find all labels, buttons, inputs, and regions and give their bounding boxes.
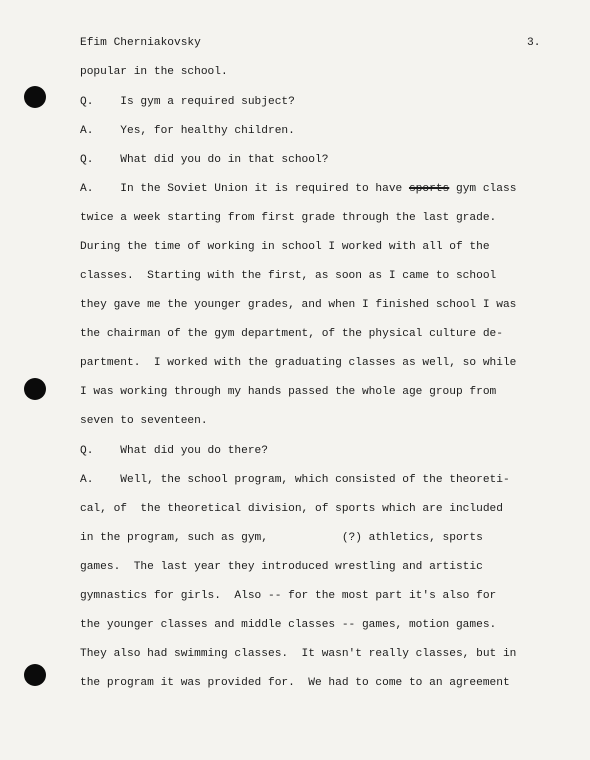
text-line: they gave me the younger grades, and when I finished school I was: [80, 299, 517, 311]
text-line: Q. What did you do there?: [80, 445, 268, 457]
text-line: A. Well, the school program, which consisted of the theoreti-: [80, 474, 510, 486]
text-line: classes. Starting with the first, as soon as I came to school: [80, 270, 497, 282]
text-segment: gym class: [449, 183, 517, 195]
text-line: They also had swimming classes. It wasn't really classes, but in: [80, 648, 517, 660]
text-line: the younger classes and middle classes -- games, motion games.: [80, 619, 497, 631]
text-line: Q. What did you do in that school?: [80, 154, 329, 166]
struck-word: sports: [408, 183, 450, 195]
text-line: gymnastics for girls. Also -- for the most part it's also for: [80, 590, 497, 602]
page-number: 3.: [527, 37, 541, 49]
punch-hole-middle: [24, 378, 46, 400]
text-line: twice a week starting from first grade through the last grade.: [80, 212, 497, 224]
punch-hole-top: [24, 86, 46, 108]
text-line: partment. I worked with the graduating classes as well, so while: [80, 357, 517, 369]
text-line: in the program, such as gym, (?) athletics, sports: [80, 532, 483, 544]
text-segment: A. In the Soviet Union it is required to have: [80, 183, 409, 195]
text-line: [80, 182, 516, 196]
interviewee-name-header: Efim Cherniakovsky: [80, 37, 201, 49]
text-line: cal, of the theoretical division, of sports which are included: [80, 503, 503, 515]
text-line: Q. Is gym a required subject?: [80, 96, 295, 108]
text-line: popular in the school.: [80, 66, 228, 78]
text-line: games. The last year they introduced wrestling and artistic: [80, 561, 483, 573]
text-line: I was working through my hands passed the whole age group from: [80, 386, 497, 398]
text-line: seven to seventeen.: [80, 415, 208, 427]
text-line: the chairman of the gym department, of the physical culture de-: [80, 328, 503, 340]
text-line: the program it was provided for. We had to come to an agreement: [80, 677, 510, 689]
text-line: A. Yes, for healthy children.: [80, 125, 295, 137]
text-line: During the time of working in school I worked with all of the: [80, 241, 490, 253]
punch-hole-bottom: [24, 664, 46, 686]
